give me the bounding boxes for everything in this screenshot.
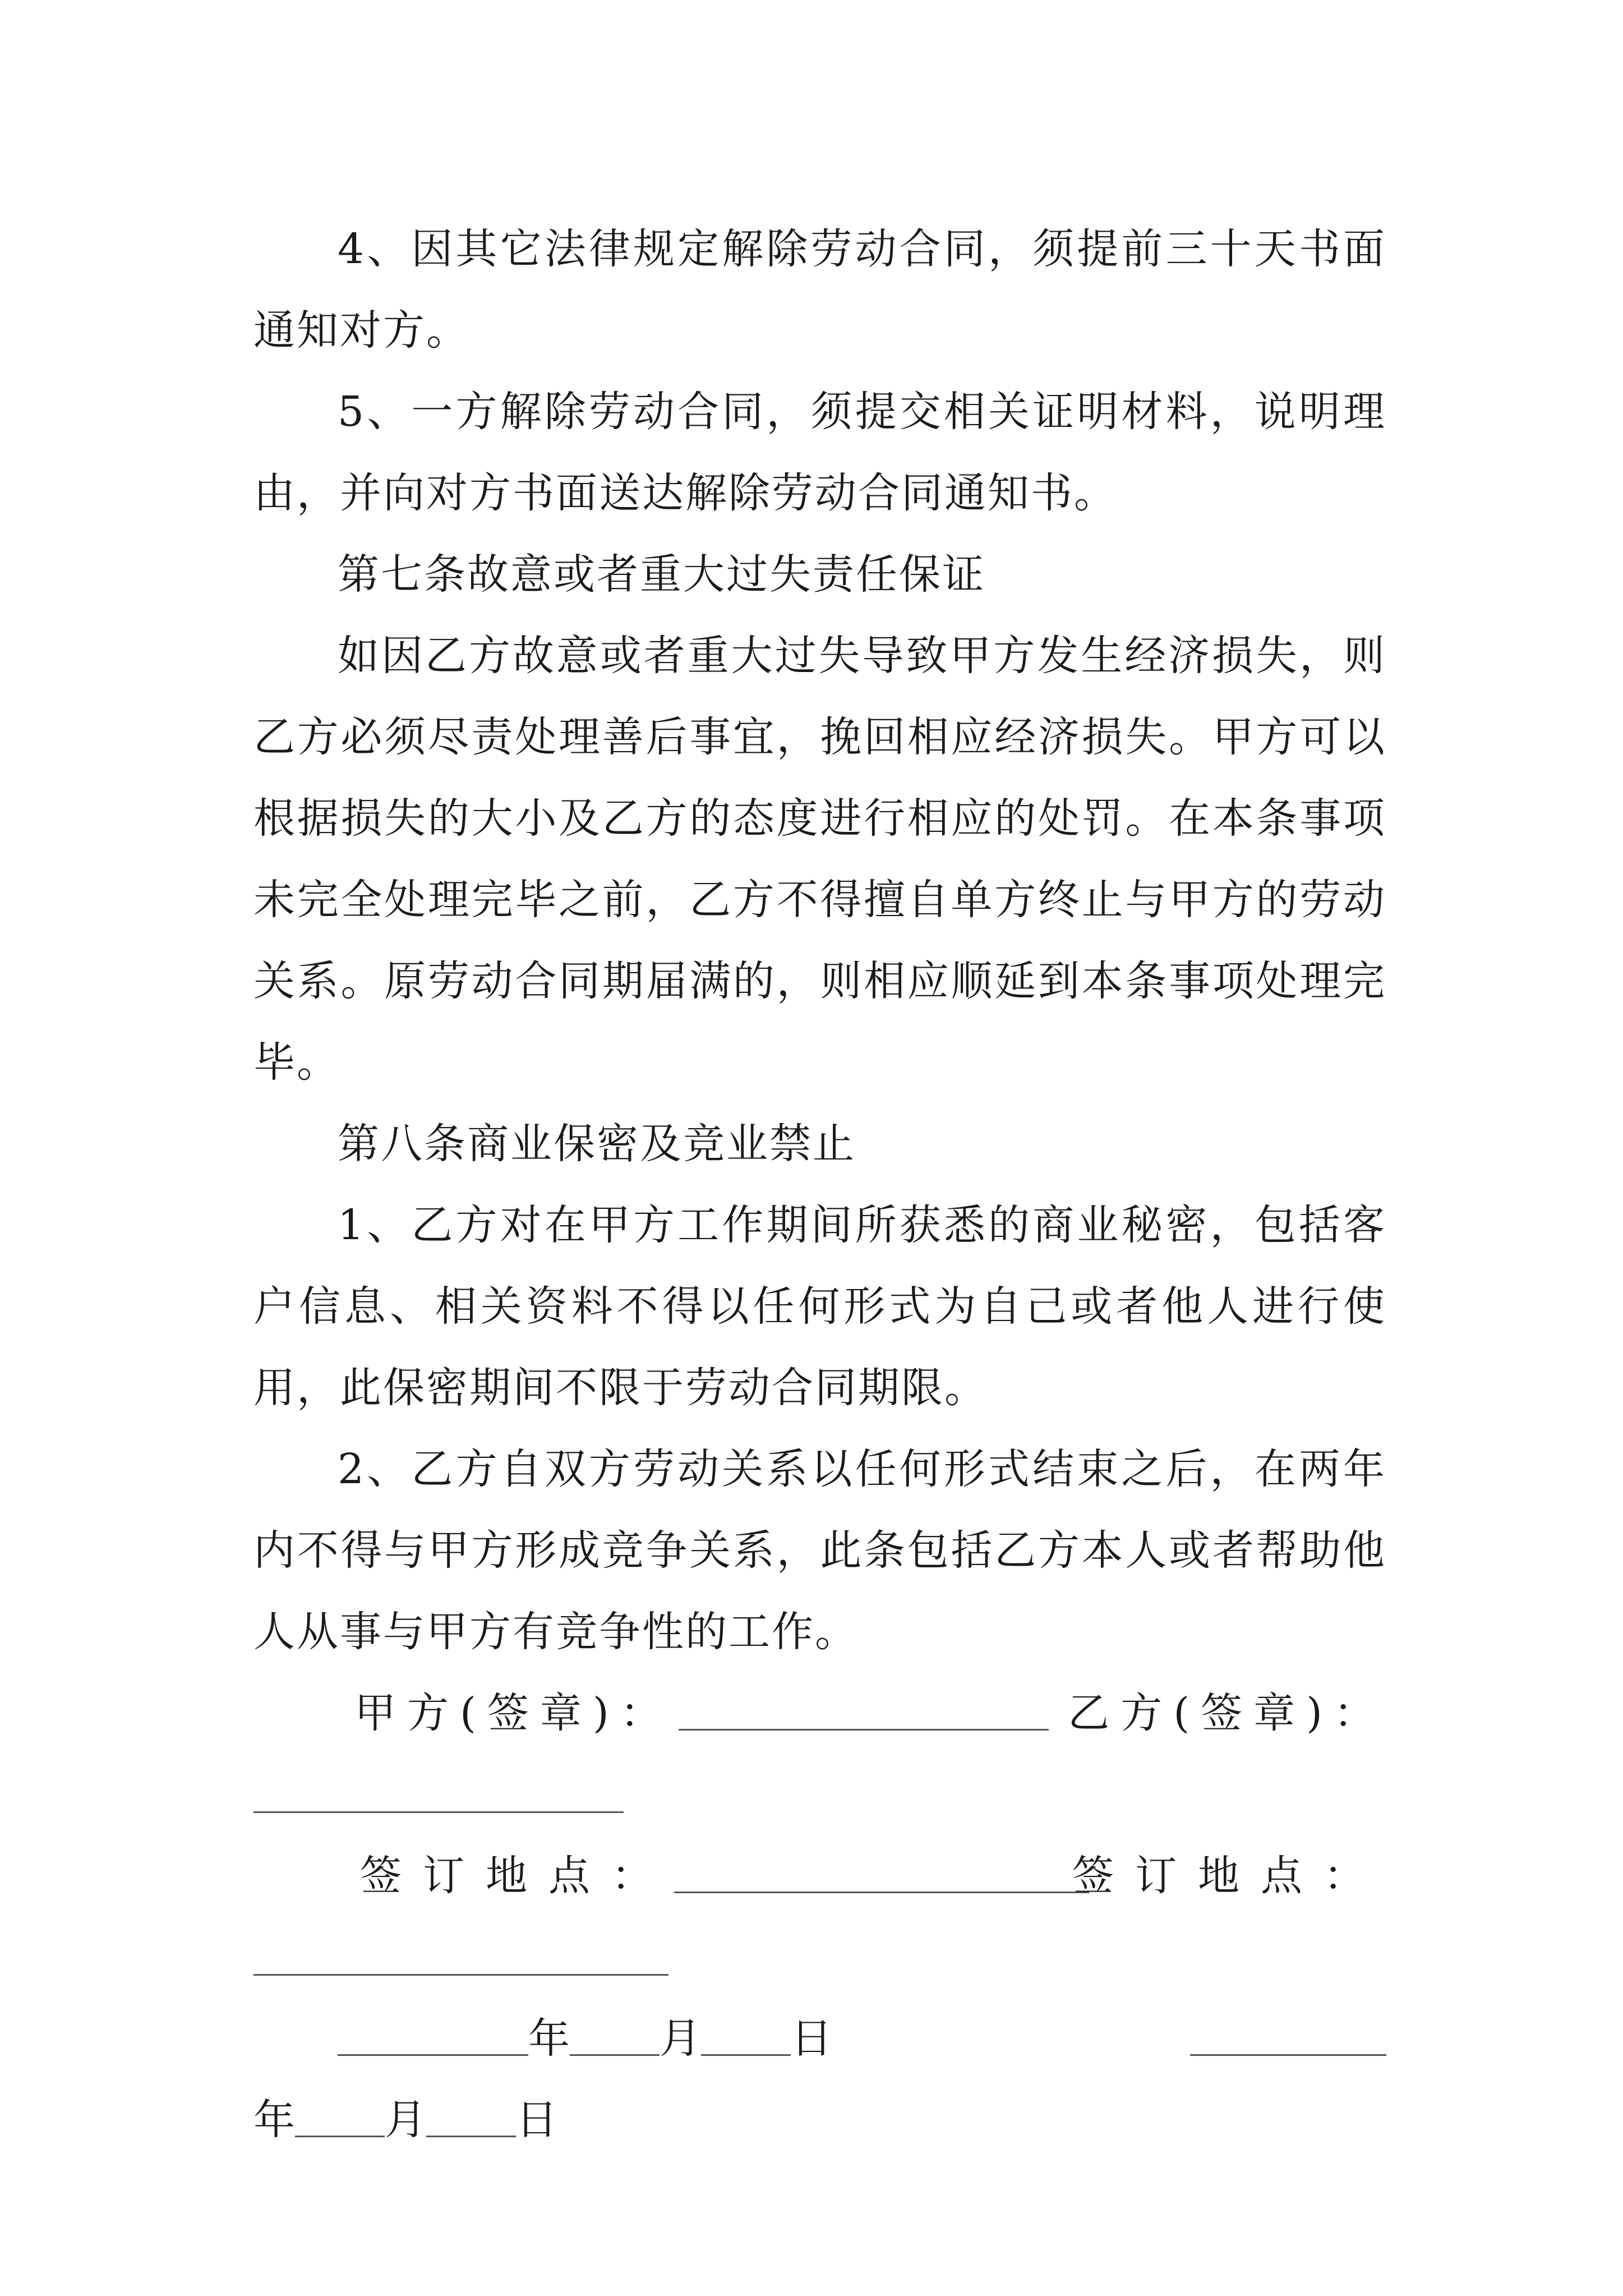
article-8-heading: 第八条商业保密及竞业禁止 — [338, 1120, 856, 1168]
date-row — [253, 1998, 1386, 2079]
article-8-clause-1: 1、乙方对在甲方工作期间所获悉的商业秘密，包括客户信息、相关资料不得以任何形式为自己或者他人进行使用，此保密期间不限于劳动合同期限。 — [253, 1201, 1386, 1412]
date-b-month-line — [295, 2134, 385, 2137]
article-7-heading: 第七条故意或者重大过失责任保证 — [338, 550, 985, 599]
date-a-month-line — [570, 2053, 660, 2056]
place-b-line — [253, 1973, 668, 1976]
date-b-year-line-wrap — [1190, 1998, 1386, 2079]
party-b-signature-line — [253, 1810, 624, 1813]
article-7-body: 如因乙方故意或者重大过失导致甲方发生经济损失，则乙方必须尽责处理善后事宜，挽回相应经济损失。甲方可以根据损失的大小及乙方的态度进行相应的处罚。在本条事项未完全处理完毕之前，乙方不得擅自单方终止与甲方的劳动关系。原劳动合同期届满的，则相应顺延到本条事项处理完毕。 — [253, 632, 1386, 1087]
signature-row — [253, 1673, 1386, 1754]
document-body — [253, 209, 1386, 2161]
place-b-label: 签订地点： — [1072, 1852, 1386, 1900]
place-a-label: 签订地点： — [360, 1852, 674, 1900]
date-b-year-line — [1190, 2053, 1386, 2056]
place-row — [253, 1835, 1386, 1917]
date-b-month: 月 — [385, 2096, 426, 2144]
place-a-line — [674, 1890, 1089, 1893]
date-a-year: 年 — [528, 2014, 570, 2063]
date-b-year: 年 — [253, 2096, 295, 2144]
date-a — [338, 1998, 832, 2079]
date-b-day-line — [426, 2134, 516, 2137]
clause-4-paragraph: 4、因其它法律规定解除劳动合同，须提前三十天书面通知对方。 — [253, 225, 1386, 355]
party-b-signature-line-row — [253, 1754, 1386, 1835]
party-a-signature-line — [679, 1728, 1049, 1731]
place-a — [360, 1835, 1095, 1917]
party-a-label: 甲方(签章)： — [354, 1689, 673, 1737]
article-8-clause-2: 2、乙方自双方劳动关系以任何形式结束之后，在两年内不得与甲方形成竞争关系，此条包括乙方本人或者帮助他人从事与甲方有竞争性的工作。 — [253, 1445, 1386, 1656]
place-b-line-row — [253, 1917, 1386, 1998]
date-b-row — [253, 2079, 1386, 2161]
party-b-label: 乙方(签章)： — [1068, 1689, 1386, 1737]
date-b-day: 日 — [516, 2096, 557, 2144]
date-a-day-line — [701, 2053, 791, 2056]
date-a-month: 月 — [660, 2014, 701, 2063]
date-a-day: 日 — [791, 2014, 832, 2063]
party-a-signature — [354, 1673, 1054, 1754]
date-a-year-line — [338, 2053, 528, 2056]
clause-5-paragraph: 5、一方解除劳动合同，须提交相关证明材料，说明理由，并向对方书面送达解除劳动合同通知书。 — [253, 388, 1386, 517]
